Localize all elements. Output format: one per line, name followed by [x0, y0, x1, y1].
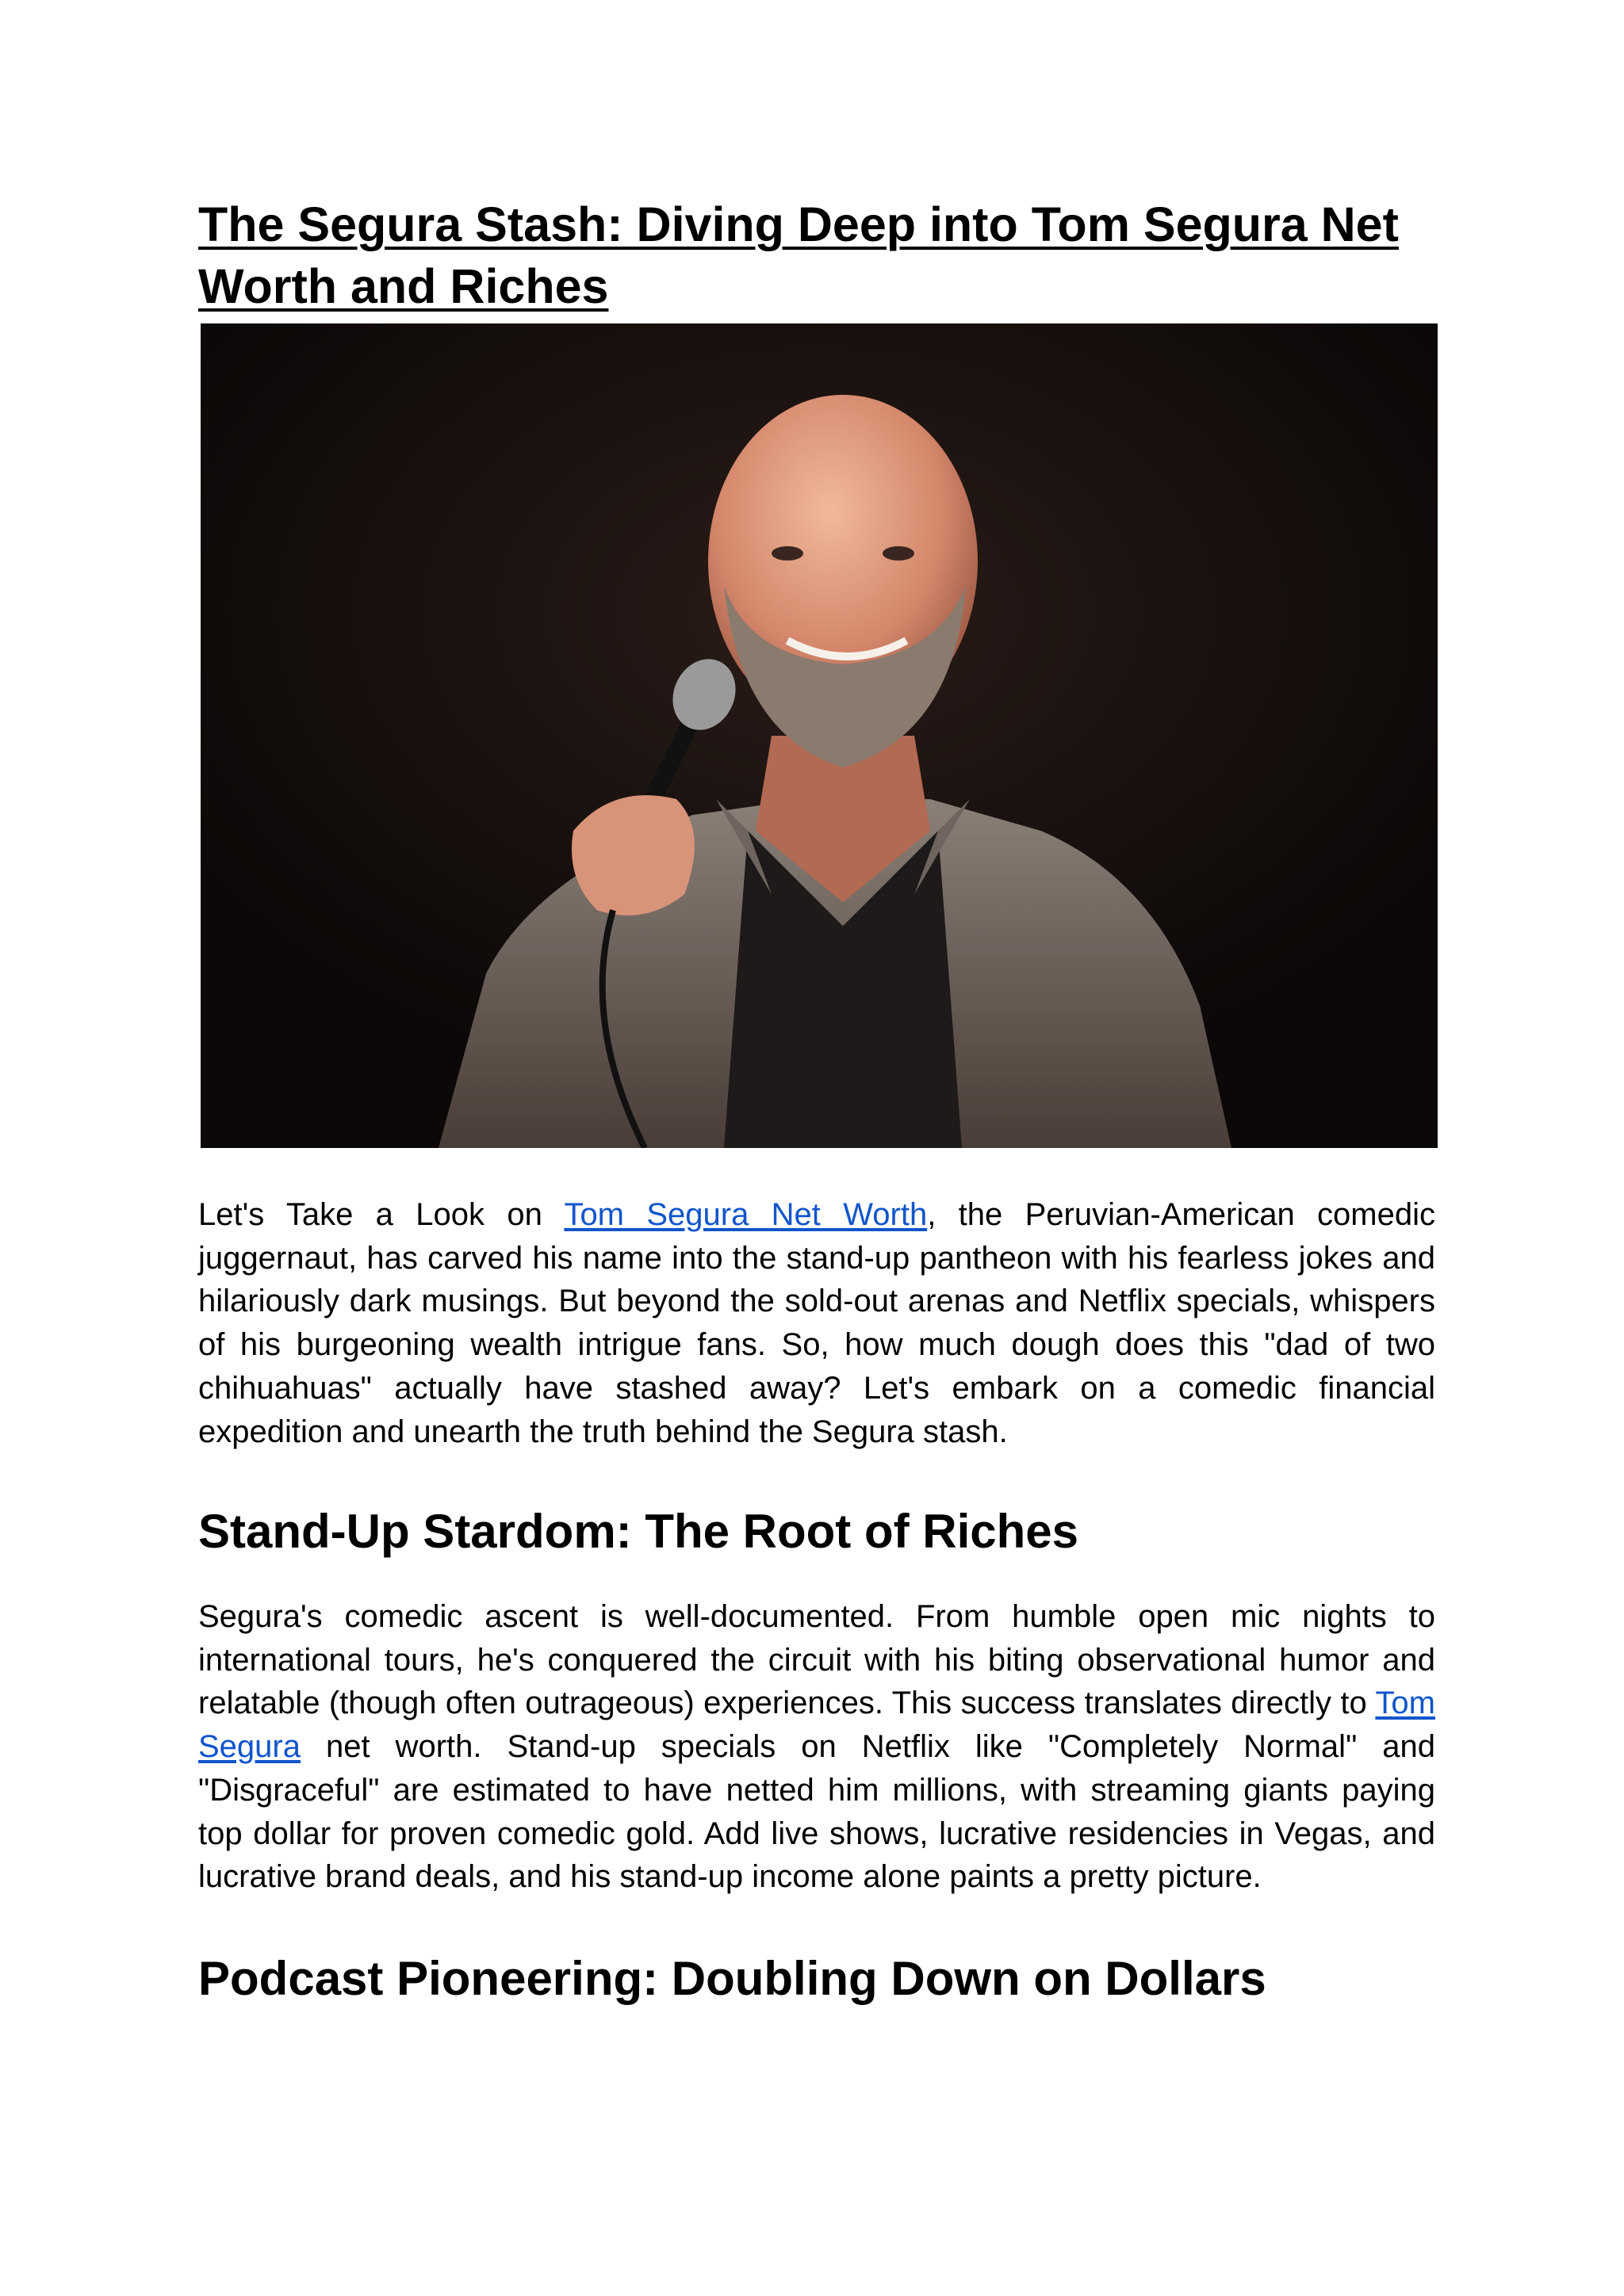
intro-text-after: , the Peruvian-American comedic juggernaut, has carved his name into the stand-up pantheon with his fearless jokes and hilariously dark musings. But beyond the sold-out arenas and Netflix specials, whispers of his burgeoning wealth intrigue fans. So, how much dough does this "dad of two chihuahuas" actually have stashed away? Let's embark on a comedic financial expedition and unearth the truth behind the Segura stash. — [198, 1197, 1436, 1449]
article-title: The Segura Stash: Diving Deep into Tom Segura Net Worth and Riches — [198, 197, 1399, 313]
intro-text-before: Let's Take a Look on — [198, 1197, 565, 1232]
comedian-photo — [201, 323, 1438, 1148]
tom-segura-link[interactable]: Tom Segura — [198, 1686, 1435, 1765]
section-heading-stand-up: Stand-Up Stardom: The Root of Riches — [198, 1505, 1078, 1558]
comedian-illustration — [201, 323, 1438, 1148]
stand-up-text-after: net worth. Stand-up specials on Netflix like "Completely Normal" and "Disgraceful" are estimated to have netted him millions, with streaming giants paying top dollar for proven comedic gold. Add live shows, lucrative residencies in Vegas, and lucrative brand deals, and his stand-up income alone paints a pretty picture. — [198, 1729, 1435, 1895]
intro-paragraph — [198, 1193, 1435, 1453]
tom-segura-net-worth-link[interactable]: Tom Segura Net Worth — [564, 1197, 928, 1232]
stand-up-paragraph — [198, 1595, 1435, 1899]
section-heading-podcast: Podcast Pioneering: Doubling Down on Dollars — [198, 1952, 1266, 2005]
stand-up-text-before: Segura's comedic ascent is well-documented. From humble open mic nights to international tours, he's conquered the circuit with his biting observational humor and relatable (though often outrageous) experiences. This success translates directly to — [198, 1599, 1435, 1721]
